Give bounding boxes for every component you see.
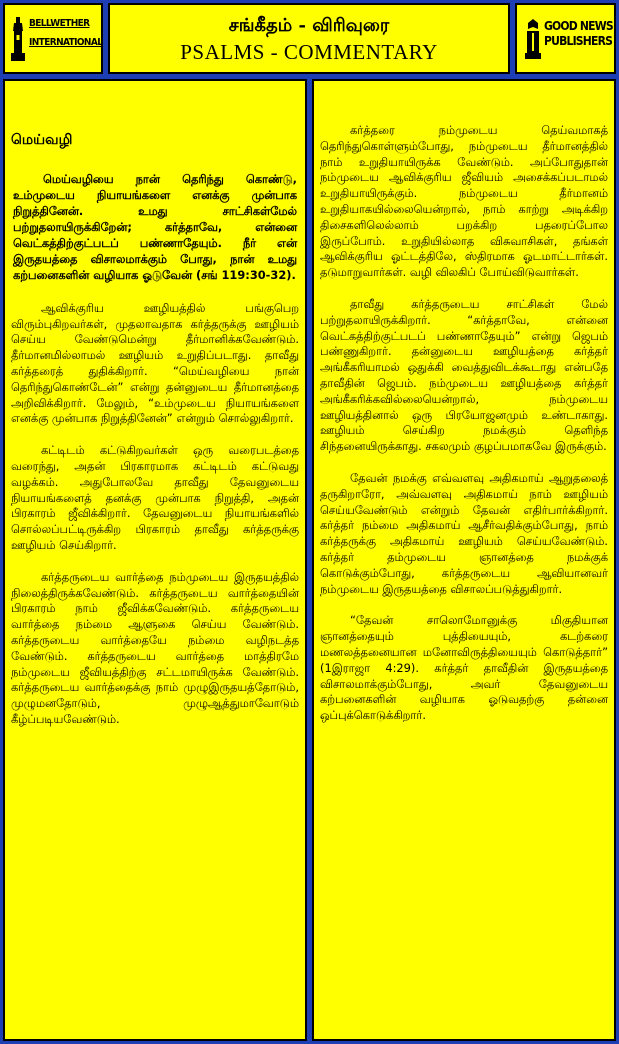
tower-icon [11, 17, 25, 61]
bellwether-logo-line2: INTERNATIONAL [29, 37, 103, 48]
title-banner [108, 3, 510, 74]
paragraph: கர்த்தருடைய வார்த்தை நம்முடைய இருதயத்தில் நிலைத்திருக்கவேண்டும். கர்த்தருடைய வார்த்தையின் பிரகாரம் நாம் ஜீவிக்கவேண்டும். கர்த்தருடைய வார்த்தை நம்மை ஆளுகை செய்ய வேண்டும். கர்த்தருடைய வார்த்தையே நம்மை வழிநடத்த வேண்டும். கர்த்தருடைய வார்த்தை மாத்திரமே நம்முடைய ஜீவியத்திற்கு சட்டமாயிருக்க வேண்டும். கர்த்தருடைய வார்த்தைக்கு நாம் முழுஇருதயத்தோடும், முழுமனதோடும், முழுஆத்துமாவோடும் கீழ்ப்படியவேண்டும். [11, 569, 299, 726]
scripture-verse: மெய்வழியை நான் தெரிந்து கொண்டு, உம்முடைய நியாயங்களை எனக்கு முன்பாக நிறுத்தினேன். உமது சாட்சிகள்மேல் பற்றுதலாயிருக்கிறேன்; கர்த்தாவே, என்னை வெட்கத்திற்குட்படப் பண்ணாதேயும். நீர் என் இருதயத்தை விசாலமாக்கும் போது, நான் உமது கற்பனைகளின் வழியாக ஓடுவேன் (சங் 119:30-32). [13, 171, 297, 282]
book-icon [525, 19, 541, 59]
paragraph: தாவீது கர்த்தருடைய சாட்சிகள் மேல் பற்றுதலாயிருக்கிறார். “கர்த்தாவே, என்னை வெட்கத்திற்குட்படப் பண்ணாதேயும்” என்று ஜெபம் பண்ணுகிறார். தன்னுடைய ஊழியத்தை கர்த்தர் அங்கீகரியாமல் ஒதுக்கி வைத்துவிடக்கூடாது என்பதே தாவீதின் ஜெபம். நம்முடைய ஊழியத்தை கர்த்தர் அங்கீகரிக்கவில்லையென்றால், நம்முடைய ஊழியத்தினால் ஒரு பிரயோஜனமும் உண்டாகாது. ஊழியம் செய்கிற நமக்கும் தெளிந்த சிந்தனையிருக்காது. சகலமும் குழப்பமாகவே இருக்கும். [320, 296, 608, 454]
left-column [3, 79, 307, 1041]
good-news-logo-line2: PUBLISHERS [544, 34, 613, 48]
title-english: PSALMS - COMMENTARY [180, 40, 438, 64]
good-news-logo-line1: GOOD NEWS [544, 19, 613, 33]
bellwether-logo [3, 3, 103, 74]
paragraph: ஆவிக்குரிய ஊழியத்தில் பங்குபெற விரும்புகிறவர்கள், முதலாவதாக கர்த்தருக்கு ஊழியம் செய்ய வேண்டுமென்று தீர்மானிக்கவேண்டும். தீர்மானமில்லாமல் ஊழியம் உறுதிப்படாது. தாவீது கர்த்தரைத் துதிக்கிறார். “மெய்வழியை நான் தெரிந்துகொண்டேன்” என்று தன்னுடைய தீர்மானத்தை அறிவிக்கிறார். மேலும், “உம்முடைய நியாயங்களை எனக்கு முன்பாக நிறுத்தினேன்” என்றும் சொல்லுகிறார். [11, 300, 299, 426]
paragraph: கட்டிடம் கட்டுகிறவர்கள் ஒரு வரைபடத்தை வரைந்து, அதன் பிரகாரமாக கட்டிடம் கட்டுவது வழக்கம். அதுபோலவே தாவீது தேவனுடைய நியாயங்களைத் தனக்கு முன்பாக நிறுத்தி, அதன் பிரகாரம் ஜீவிக்கிறார். தேவனுடைய நியாயங்களில் சொல்லப்பட்டிருக்கிற பிரகாரம் தாவீது கர்த்தருக்கு ஊழியம் செய்கிறார். [11, 443, 299, 552]
paragraph: தேவன் நமக்கு எவ்வளவு அதிகமாய் ஆறுதலைத் தருகிறாரோ, அவ்வளவு அதிகமாய் நாம் ஊழியம் செய்யவேண்டும் என்றும் தேவன் எதிர்பார்க்கிறார். கர்த்தர் நம்மை அதிகமாய் ஆசீர்வதிக்கும்போது, நாம் கர்த்தருக்கு அதிகமாய் ஊழியம் செய்யவேண்டும். கர்த்தர் தம்முடைய ஞானத்தை நமக்குக் கொடுக்கும்போது, கர்த்தருடைய ஆவியானவர் நம்முடைய இருதயத்தை விசாலப்படுத்துகிறார். [320, 470, 608, 596]
title-tamil: சங்கீதம் - விரிவுரை [228, 15, 390, 36]
paragraph: கர்த்தரை நம்முடைய தெய்வமாகத் தெரிந்துகொள்ளும்போது, நம்முடைய தீர்மானத்தில் நாம் உறுதியாயிருக்க வேண்டும். அப்போதுதான் நம்முடைய ஆவிக்குரிய ஜீவியம் அசைக்கப்படாமல் உறுதியாயிருக்கும். நம்முடைய தீர்மானம் உறுதியாகயில்லையென்றால், நாம் காற்று அடிக்கிற திசைகளிலெல்லாம் பறக்கிற பதரைப்போல இருப்போம். உறுதியில்லாத விசுவாசிகள், தங்கள் ஆவிக்குரிய ஓட்டத்திலே, ஸ்திரமாக ஓடமாட்டார்கள். தடுமாறுவார்கள். வழி விலகிப் போய்விடுவார்கள். [320, 123, 608, 280]
section-heading: மெய்வழி [11, 132, 73, 148]
paragraph: “தேவன் சாலொமோனுக்கு மிகுதியான ஞானத்தையும் புத்தியையும், கடற்கரை மணலத்தனையான மனோவிருத்தியையும் கொடுத்தார்” (1இராஜா 4:29). கர்த்தர் தாவீதின் இருதயத்தை விசாலமாக்கும்போது, அவர் தேவனுடைய கற்பனைகளின் வழியாக ஓடுவதற்கு தன்னை ஒப்புக்கொடுக்கிறார். [320, 613, 608, 723]
good-news-logo [515, 3, 616, 74]
right-column [312, 79, 616, 1041]
bellwether-logo-line1: BELLWETHER [29, 18, 90, 29]
